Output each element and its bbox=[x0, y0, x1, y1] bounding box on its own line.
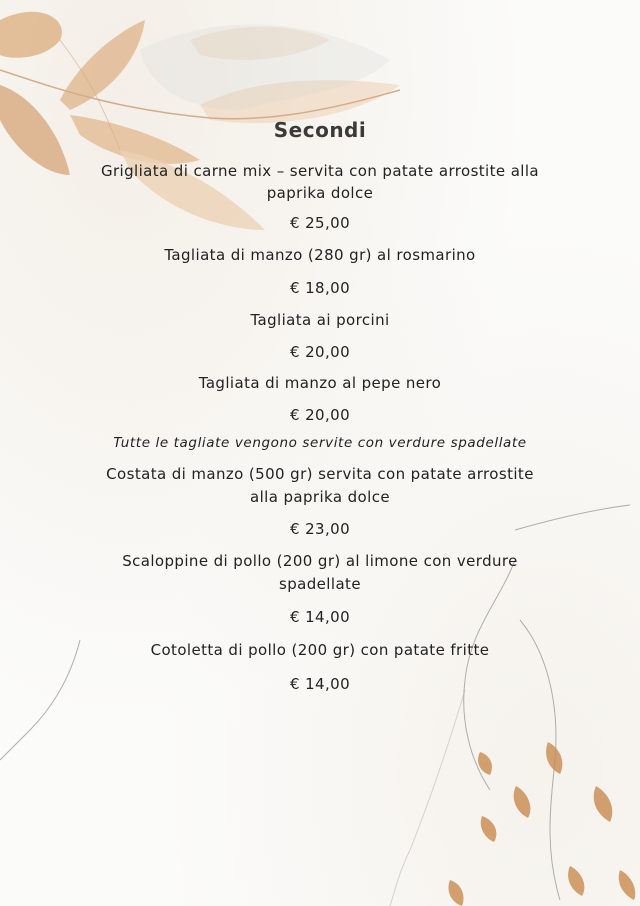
leaf-shape bbox=[60, 20, 145, 110]
menu-item-description: paprika dolce bbox=[266, 184, 374, 202]
menu-item-price: € 20,00 bbox=[289, 343, 351, 361]
leaf-shape bbox=[619, 870, 635, 900]
menu-item-description: alla paprika dolce bbox=[250, 488, 390, 506]
menu-item-price: € 25,00 bbox=[289, 214, 351, 232]
menu-item-description: Costata di manzo (500 gr) servita con patate arrostite bbox=[106, 465, 534, 483]
menu-item-price: € 23,00 bbox=[289, 520, 351, 538]
leaf-shape bbox=[594, 786, 613, 822]
leaf-shape bbox=[568, 866, 584, 896]
leaf-shape bbox=[478, 752, 492, 775]
leaf-shape bbox=[481, 816, 497, 842]
menu-item-description: Tagliata di manzo (280 gr) al rosmarino bbox=[164, 246, 476, 264]
leaf-shape bbox=[449, 880, 464, 906]
marble-line bbox=[390, 690, 465, 906]
menu-item-description: Grigliata di carne mix – servita con patate arrostite alla bbox=[100, 162, 540, 180]
menu-item-description: Tagliata di manzo al pepe nero bbox=[198, 374, 442, 392]
menu-item-price: € 18,00 bbox=[289, 279, 351, 297]
menu-item-description: Cotoletta di pollo (200 gr) con patate fritte bbox=[150, 641, 490, 659]
leaf-shape bbox=[546, 742, 562, 774]
leaf-shape bbox=[0, 12, 62, 58]
menu-item-price: € 14,00 bbox=[289, 675, 351, 693]
menu-item-description: Tagliata ai porcini bbox=[250, 311, 390, 329]
menu-note: Tutte le tagliate vengono servite con verdure spadellate bbox=[113, 435, 527, 451]
leaf-shape bbox=[514, 786, 531, 818]
menu-item-description: spadellate bbox=[279, 575, 361, 593]
section-title: Secondi bbox=[273, 118, 367, 142]
menu-item-price: € 14,00 bbox=[289, 608, 351, 626]
menu-item-price: € 20,00 bbox=[289, 406, 351, 424]
menu-item-description: Scaloppine di pollo (200 gr) al limone con verdure bbox=[122, 552, 518, 570]
